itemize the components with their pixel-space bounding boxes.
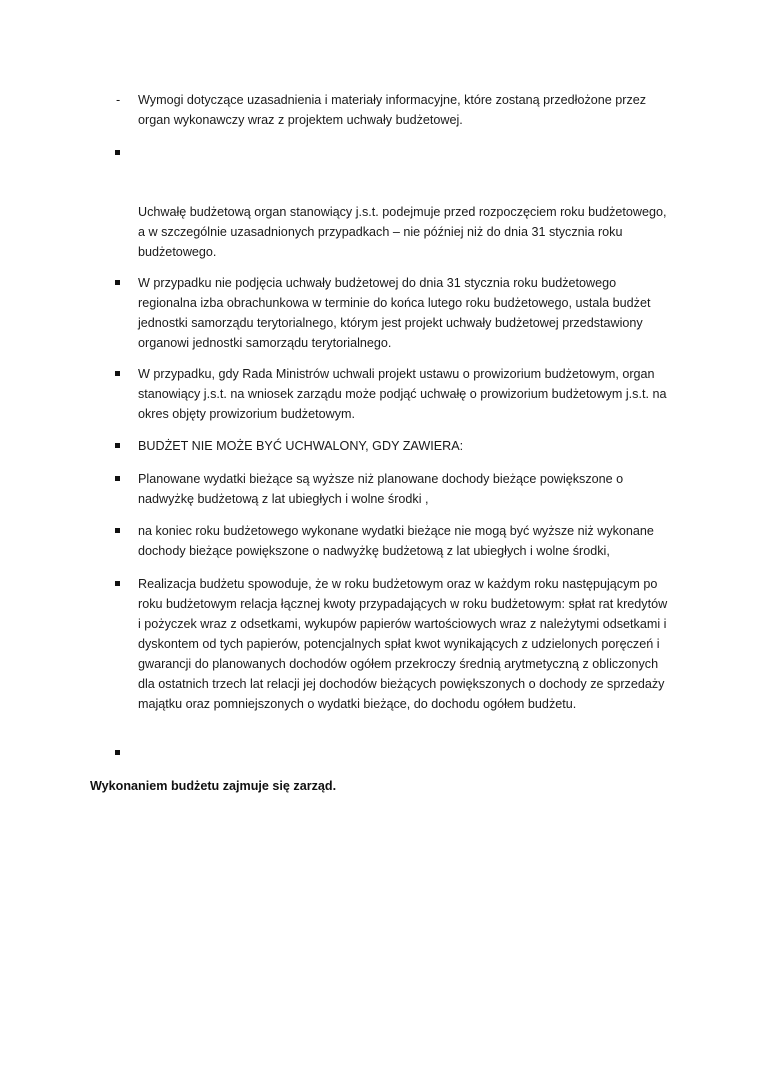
list-item-text: W przypadku, gdy Rada Ministrów uchwali projekt ustawu o prowizorium budżetowym, organ stanowiący j.s.t. na wniosek zarządu może podjąć uchwałę o prowizorium budżetowym j.s.t. na okres objęty prowizorium budżetowym. [138,367,667,421]
list-item-text: Planowane wydatki bieżące są wyższe niż planowane dochody bieżące powiększone o nadwyżkę budżetową z lat ubiegłych i wolne środki , [138,472,624,506]
list-item-text: BUDŻET NIE MOŻE BYĆ UCHWALONY, GDY ZAWIERA: [138,439,464,453]
list-item-text: W przypadku nie podjęcia uchwały budżetowej do dnia 31 stycznia roku budżetowego regionalna izba obrachunkowa w terminie do końca lutego roku budżetowego, ustala budżet jednostki samorządu terytorialnego, którym jest projekt uchwały budżetowej przedstawiony organowi jednostki samorządu terytorialnego. [138,276,651,350]
paragraph-text: Uchwałę budżetową organ stanowiący j.s.t. podejmuje przed rozpoczęciem roku budżetowego, a w szczególnie uzasadnionych przypadkach – nie później niż do dnia 31 stycznia roku budżetowego. [138,205,667,259]
closing-statement: Wykonaniem budżetu zajmuje się zarząd. [90,779,337,793]
list-item-text: na koniec roku budżetowego wykonane wydatki bieżące nie mogą być wyższe niż wykonane dochody bieżące powiększone o nadwyżkę budżetową z lat ubiegłych i wolne środki, [138,524,654,558]
list-item-text: Wymogi dotyczące uzasadnienia i materiały informacyjne, które zostaną przedłożone przez organ wykonawczy wraz z projektem uchwały budżetowej. [138,93,647,127]
dash-bullet-icon: - [116,93,121,107]
list-item-text: Realizacja budżetu spowoduje, że w roku budżetowym oraz w każdym roku następującym po roku budżetowym relacja łącznej kwoty przypadających w roku budżetowym: spłat rat kredytów i pożyczek wraz z odsetkami, wykupów papierów wartościowych wraz z należytymi odsetkami i dyskontem od tych papierów, potencjalnych spłat kwot wynikających z udzielonych poręczeń i gwarancji do planowanych dochodów ogółem przekroczy średnią arytmetyczną z obliczonych dla ostatnich trzech lat relacji jej dochodów bieżących powiększonych o dochody ze sprzedaży majątku oraz pomniejszonych o wydatki bieżące, do dochodu ogółem budżetu. [138,577,668,711]
